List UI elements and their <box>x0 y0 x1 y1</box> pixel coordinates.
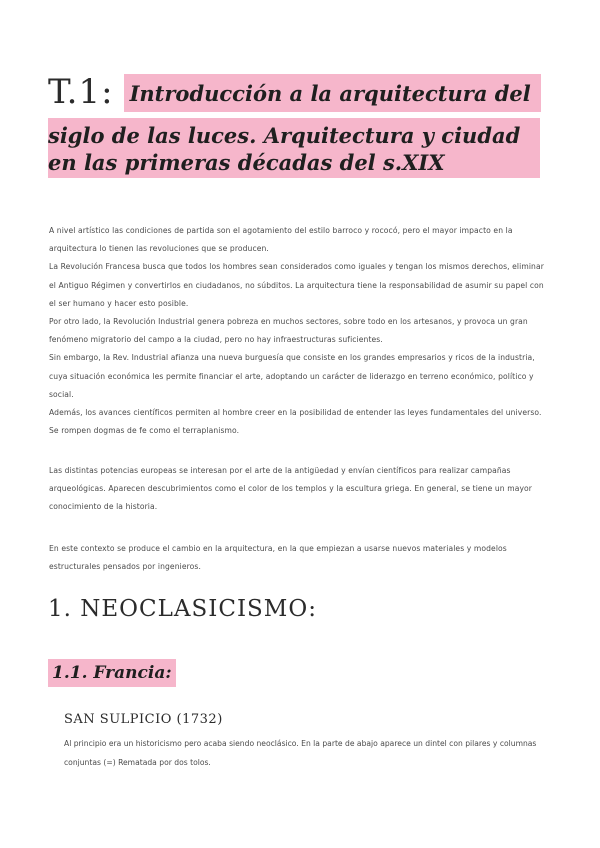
title-number: T.1: <box>48 72 114 112</box>
intro-paragraph: La Revolución Francesa busca que todos los hombres sean considerados como iguales y tengan los mismos derechos, eliminar el Antiguo Régimen y convertirlos en ciudadanos, no súbditos. La arquitectura tiene la responsabilidad de asumir su papel con el ser humano y hacer esto posible. <box>49 262 544 308</box>
item-text-block <box>64 735 544 772</box>
section-heading: 1. NEOCLASICISMO: <box>48 596 317 622</box>
title-line-1: Introducción a la arquitectura del <box>124 74 541 112</box>
intro-paragraph: Sin embargo, la Rev. Industrial afianza una nueva burguesía que consiste en los grandes empresarios y ricos de la industria, cuya situación económica les permite financiar el arte, adoptando un carácter de liderazgo en terreno económico, político y social. <box>49 353 535 399</box>
archaeology-paragraph: Las distintas potencias europeas se interesan por el arte de la antigüedad y envían científicos para realizar campañas arqueológicas. Aparecen descubrimientos como el color de los templos y la escultura griega. En general, se tiene un mayor conocimiento de la historia. <box>49 466 533 512</box>
archaeology-paragraph-block <box>49 462 549 517</box>
document-title <box>48 72 548 178</box>
item-text: Al principio era un historicismo pero acaba siendo neoclásico. En la parte de abajo aparece un dintel con pilares y columnas conjuntas (=) Rematada por dos tolos. <box>64 739 537 767</box>
intro-paragraph: Por otro lado, la Revolución Industrial genera pobreza en muchos sectores, sobre todo en los artesanos, y provoca un gran fenómeno migratorio del campo a la ciudad, pero no hay infraestructuras suficientes. <box>49 317 528 345</box>
context-paragraph-block <box>49 540 549 576</box>
item-title: SAN SULPICIO (1732) <box>64 712 223 727</box>
intro-paragraph: Además, los avances científicos permiten al hombre creer en la posibilidad de entender las leyes fundamentales del universo. Se rompen dogmas de fe como el terraplanismo. <box>49 408 542 436</box>
context-paragraph: En este contexto se produce el cambio en la arquitectura, en la que empiezan a usarse nuevos materiales y modelos estructurales pensados por ingenieros. <box>49 544 507 572</box>
subsection-heading: 1.1. Francia: <box>48 659 176 687</box>
title-line-2: siglo de las luces. Arquitectura y ciudad en las primeras décadas del s.XIX <box>48 118 540 178</box>
intro-block <box>49 222 549 440</box>
intro-paragraph: A nivel artístico las condiciones de partida son el agotamiento del estilo barroco y rococó, pero el mayor impacto en la arquitectura lo tienen las revoluciones que se producen. <box>49 226 513 254</box>
